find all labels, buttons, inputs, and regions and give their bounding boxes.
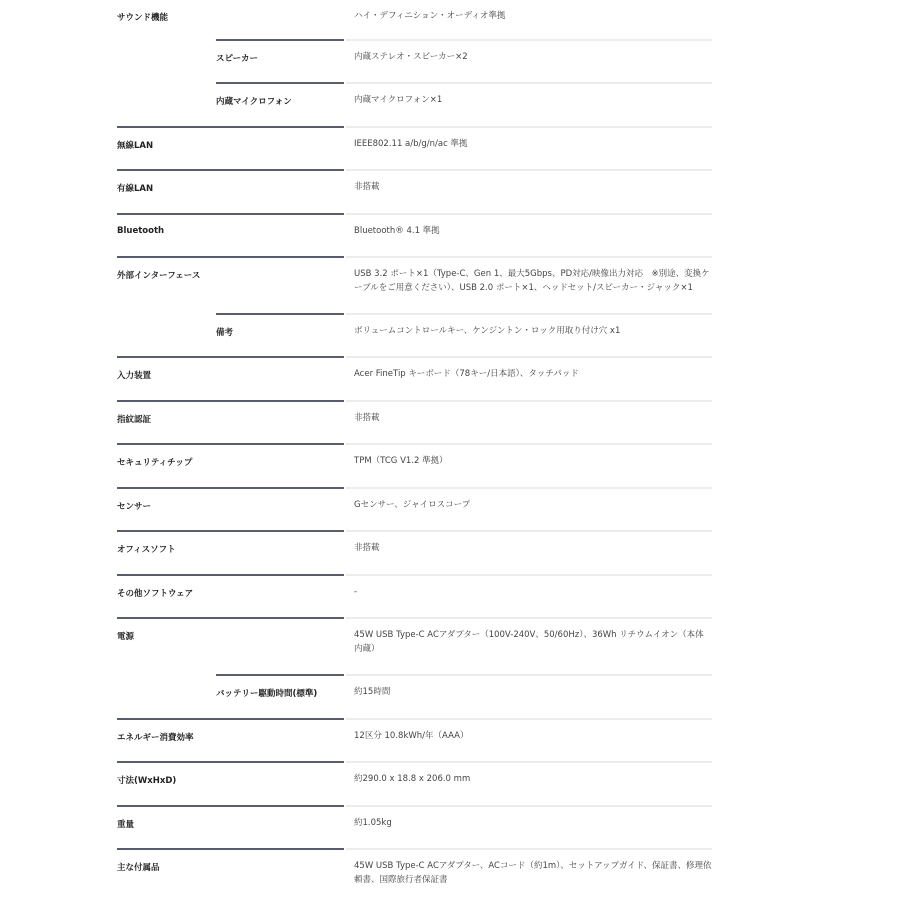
spec-label: Bluetooth [117,226,165,236]
spec-value-cell [346,619,712,676]
spec-label-cell [117,807,346,850]
spec-value: Bluetooth® 4.1 準拠 [354,226,440,236]
spec-value-cell [346,720,712,763]
spec-value-cell [346,676,712,720]
spec-value-cell [346,215,712,258]
spec-label-cell [117,84,346,128]
spec-value: USB 3.2 ポート×1（Type-C、Gen 1、最大5Gbps、PD対応/映像出力対応 ※別途、変換ケーブルをご用意ください）、USB 2.0 ポート×1、ヘッドセット/スピーカー・ジャック×1 [354,269,710,293]
spec-row [117,445,712,489]
spec-label: 主な付属品 [117,863,160,873]
spec-label: セキュリティチップ [117,458,193,468]
spec-row [117,720,712,763]
spec-row [117,576,712,619]
spec-label-cell [117,315,346,358]
spec-value-cell [346,358,712,402]
spec-value: 非搭載 [354,182,380,192]
spec-row [117,807,712,850]
spec-value: ハイ・デフィニション・オーディオ準拠 [354,11,506,21]
spec-value: 約290.0 x 18.8 x 206.0 mm [354,774,471,784]
spec-row [117,84,712,128]
spec-row [117,676,712,720]
spec-label: 電源 [117,632,135,642]
spec-row [117,0,712,41]
spec-sublabel: 備考 [216,328,234,338]
spec-value: 内蔵マイクロフォン×1 [354,95,443,105]
spec-label-cell [117,128,346,171]
spec-label-cell [117,171,346,215]
spec-label-cell [117,676,346,720]
spec-sublabel: 内蔵マイクロフォン [216,97,292,107]
spec-row [117,763,712,807]
spec-label: センサー [117,502,152,512]
spec-value: 非搭載 [354,543,380,553]
spec-row [117,171,712,215]
spec-sublabel: バッテリー駆動時間(標準) [216,689,318,699]
spec-row [117,850,712,901]
spec-row [117,258,712,315]
spec-value-cell [346,41,712,84]
spec-label-cell [117,0,346,41]
spec-value-cell [346,315,712,358]
spec-sublabel: スピーカー [216,54,258,64]
spec-table [117,0,712,901]
spec-value: 非搭載 [354,413,380,423]
spec-value-cell [346,0,712,41]
spec-label-cell [117,763,346,807]
spec-row [117,402,712,445]
spec-row [117,619,712,676]
spec-label: 重量 [117,820,135,830]
spec-value-cell [346,128,712,171]
spec-row [117,315,712,358]
spec-value-cell [346,576,712,619]
spec-value: Gセンサー、ジャイロスコープ [354,500,471,510]
spec-label-cell [117,215,346,258]
spec-label: 無線LAN [117,141,154,151]
spec-row [117,41,712,84]
spec-row [117,215,712,258]
spec-label-cell [117,619,346,676]
spec-value-cell [346,84,712,128]
spec-value: 約1.05kg [354,818,392,828]
spec-value-cell [346,489,712,532]
spec-value-cell [346,850,712,901]
spec-row [117,128,712,171]
spec-row [117,532,712,576]
spec-value-cell [346,258,712,315]
spec-label-cell [117,41,346,84]
spec-value: Acer FineTip キーボード（78キー/日本語）、タッチパッド [354,369,579,379]
spec-value-cell [346,763,712,807]
spec-value: ボリュームコントロールキー、ケンジントン・ロック用取り付け穴 x1 [354,326,621,336]
spec-value: 45W USB Type-C ACアダプター、ACコード（約1m）、セットアップガイド、保証書、修理依頼書、国際旅行者保証書 [354,861,712,885]
spec-label: サウンド機能 [117,13,169,23]
spec-value-cell [346,171,712,215]
spec-label-cell [117,720,346,763]
spec-label: その他ソフトウェア [117,589,194,599]
spec-label: 外部インターフェース [117,271,201,281]
spec-label: 指紋認証 [117,415,152,425]
spec-value-cell [346,402,712,445]
spec-value-cell [346,807,712,850]
spec-value: 45W USB Type-C ACアダプター（100V-240V、50/60Hz）、36Wh リチウムイオン（本体内蔵） [354,630,704,654]
spec-value: 約15時間 [354,687,391,697]
spec-value: IEEE802.11 a/b/g/n/ac 準拠 [354,139,468,149]
spec-label-cell [117,532,346,576]
spec-value: 12区分 10.8kWh/年（AAA） [354,731,469,741]
spec-value-cell [346,445,712,489]
spec-label-cell [117,402,346,445]
spec-value: TPM（TCG V1.2 準拠） [354,456,448,466]
spec-label-cell [117,850,346,901]
spec-label: 有線LAN [117,184,154,194]
spec-row [117,358,712,402]
spec-value: 内蔵ステレオ・スピーカー×2 [354,52,468,62]
spec-label-cell [117,576,346,619]
spec-label: 入力装置 [117,371,152,381]
spec-label-cell [117,358,346,402]
spec-value-cell [346,532,712,576]
spec-label: エネルギー消費効率 [117,733,194,743]
spec-label: 寸法(WxHxD) [117,776,177,786]
spec-label-cell [117,258,346,315]
spec-label: オフィスソフト [117,545,176,555]
spec-value: - [354,587,358,597]
spec-label-cell [117,489,346,532]
spec-label-cell [117,445,346,489]
spec-row [117,489,712,532]
